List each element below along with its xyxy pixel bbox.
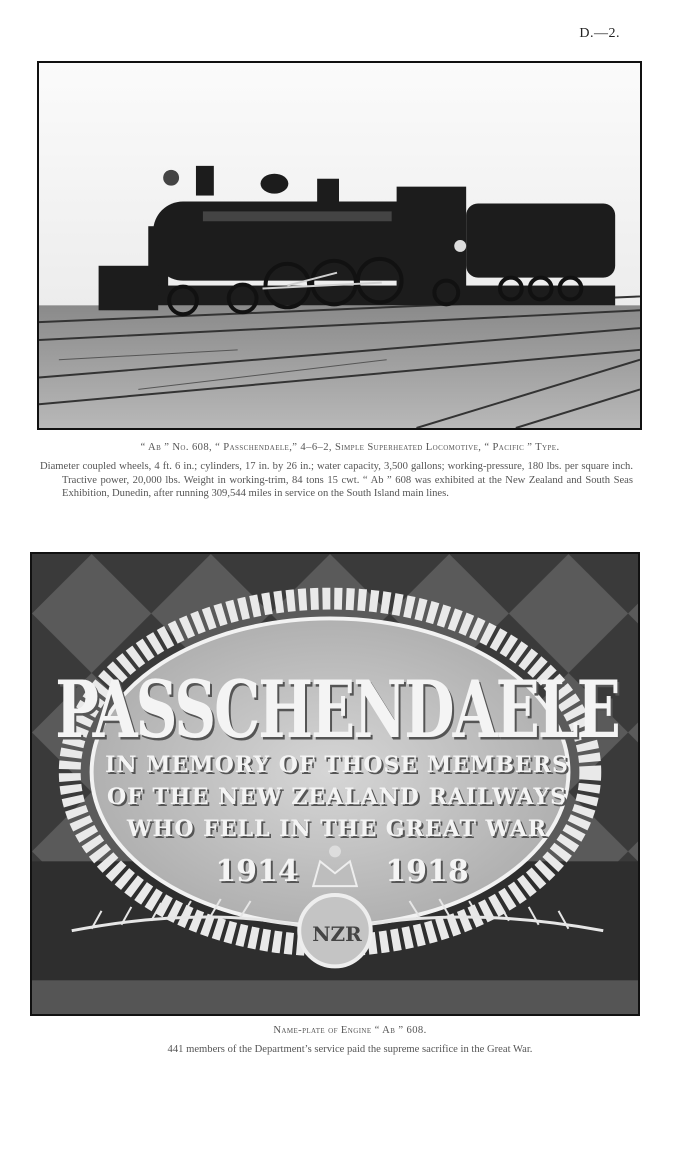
nameplate-line1: IN MEMORY OF THOSE MEMBERS	[105, 752, 569, 778]
nameplate-caption-title	[30, 1024, 670, 1038]
page-number: D.—2.	[579, 26, 620, 41]
nameplate-caption-title-text: Name-plate of Engine “ Ab ” 608.	[273, 1025, 427, 1036]
locomotive-caption-body	[40, 460, 633, 501]
nameplate-year-start: 1914	[215, 854, 299, 889]
nameplate-line3: WHO FELL IN THE GREAT WAR	[126, 816, 548, 842]
nameplate-caption-body: 441 members of the Department’s service paid the supreme sacrifice in the Great War.	[167, 1044, 533, 1055]
nameplate-year-end: 1918	[385, 854, 469, 889]
locomotive-caption-title	[40, 441, 660, 455]
locomotive-caption-title-text: “ Ab ” No. 608, “ Passchendaele,” 4–6–2, Simple Superheated Locomotive, “ Pacific ” Type.	[140, 442, 560, 453]
nameplate-photo	[30, 552, 640, 1016]
nameplate-monogram: NZR	[312, 922, 362, 946]
locomotive-photo	[37, 61, 642, 430]
locomotive-illustration	[39, 63, 640, 428]
locomotive-caption-body-text: Diameter coupled wheels, 4 ft. 6 in.; cylinders, 17 in. by 26 in.; water capacity, 3,500 gallons; working-pressure, 180 lbs. per square inch. Tractive power, 20,000 lbs. Weight in working-trim, 84 tons 15 cwt. “ Ab ” 608 was exhibited at the New Zealand and South Seas Exhibition, Dunedin, after running 309,544 miles in service on the South Island main lines.	[40, 461, 633, 500]
nameplate-line2: OF THE NEW ZEALAND RAILWAYS	[106, 784, 568, 810]
nameplate-name: PASSCHENDAELE	[55, 664, 619, 756]
